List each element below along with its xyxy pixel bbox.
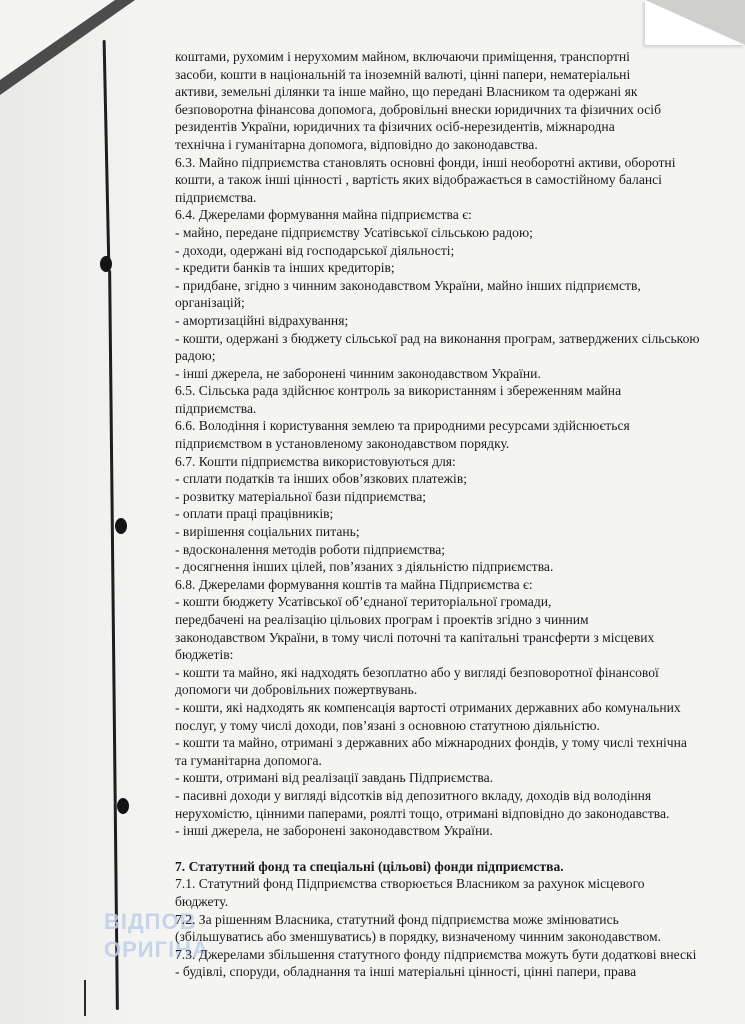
text-line: 6.6. Володіння і користування землею та природними ресурсами здійснюється bbox=[175, 418, 630, 434]
text-line: - кошти, отримані від реалізації завдань Підприємства. bbox=[175, 770, 493, 786]
text-line: - будівлі, споруди, обладнання та інші матеріальні цінності, цінні папери, права bbox=[175, 964, 637, 980]
stamp-line: ОРИГІНА bbox=[104, 937, 209, 962]
text-line: 6.3. Майно підприємства становлять основні фонди, інші необоротні активи, оборотні bbox=[175, 154, 676, 170]
text-line: послуг, у тому числі доходи, пов’язані з основною статутною діяльністю. bbox=[175, 717, 600, 733]
text-line: - інші джерела, не заборонені законодавством України. bbox=[175, 823, 493, 839]
binding-thread-end bbox=[84, 980, 86, 1016]
text-line: 7.2. За рішенням Власника, статутний фонд підприємства може змінюватись bbox=[175, 911, 619, 927]
text-line: підприємства. bbox=[175, 400, 257, 416]
text-line: 6.8. Джерелами формування коштів та майна Підприємства є: bbox=[175, 576, 533, 592]
text-line: - кредити банків та інших кредиторів; bbox=[175, 260, 395, 276]
document-body bbox=[175, 48, 735, 981]
section-7-heading: 7. Статутний фонд та спеціальні (цільові) фонди підприємства. bbox=[175, 858, 564, 874]
binding-hole bbox=[100, 256, 112, 272]
binding-hole bbox=[117, 798, 129, 814]
text-line: - сплати податків та інших обов’язкових платежів; bbox=[175, 471, 468, 487]
text-line: - придбане, згідно з чинним законодавством України, майно інших підприємств, bbox=[175, 277, 641, 293]
folded-corner-top-right-flap bbox=[645, 0, 745, 45]
text-line: засоби, кошти в національній та іноземній валюті, цінні папери, нематеріальні bbox=[175, 66, 631, 82]
text-line: - досягнення інших цілей, пов’язаних з діяльністю підприємства. bbox=[175, 559, 554, 575]
text-line: - оплати праці працівників; bbox=[175, 506, 334, 522]
text-line: - кошти та майно, які надходять безоплатно або у вигляді безповоротної фінансової bbox=[175, 664, 659, 680]
text-line: бюджету. bbox=[175, 893, 229, 909]
section-7-text bbox=[175, 875, 735, 981]
text-line: організацій; bbox=[175, 295, 245, 311]
text-line: активи, земельні ділянки та інше майно, що передані Власником та одержані як bbox=[175, 84, 638, 100]
text-line: нерухомістю, цінними паперами, роялті тощо, отримані відповідно до законодавства. bbox=[175, 805, 670, 821]
section-6-text bbox=[175, 48, 735, 840]
text-line: радою; bbox=[175, 348, 216, 364]
text-line: 6.7. Кошти підприємства використовуються для: bbox=[175, 453, 456, 469]
text-line: безповоротна фінансова допомога, добровільні внески юридичних та фізичних осіб bbox=[175, 101, 662, 117]
text-line: 7.3. Джерелами збільшення статутного фонду підприємства можуть бути додаткові внескі bbox=[175, 946, 697, 962]
text-line: (збільшуватись або зменшуватись) в порядку, визначеному чинним законодавством. bbox=[175, 929, 662, 945]
text-line: 6.4. Джерелами формування майна підприємства є: bbox=[175, 207, 472, 223]
text-line: - кошти, які надходять як компенсація вартості отриманих державних або комунальних bbox=[175, 699, 681, 715]
text-line: резидентів України, юридичних та фізичних осіб-нерезидентів, міжнародна bbox=[175, 119, 615, 135]
text-line: підприємства. bbox=[175, 189, 257, 205]
text-line: 6.5. Сільська рада здійснює контроль за використанням і збереженням майна bbox=[175, 383, 622, 399]
text-line: - кошти, одержані з бюджету сільської рад на виконання програм, затверджених сільською bbox=[175, 330, 700, 346]
text-line: технічна і гуманітарна допомога, відповідно до законодавства. bbox=[175, 136, 538, 152]
text-line: бюджетів: bbox=[175, 647, 234, 663]
text-line: законодавством України, в тому числі поточні та капітальні трансферти з місцевих bbox=[175, 629, 655, 645]
text-line: допомоги чи добровільних пожертвувань. bbox=[175, 682, 418, 698]
text-line: - майно, передане підприємству Усатівської сільською радою; bbox=[175, 224, 533, 240]
text-line: - вирішення соціальних питань; bbox=[175, 524, 360, 540]
page-margin-shadow bbox=[0, 0, 150, 1024]
binding-hole bbox=[115, 518, 127, 534]
text-line: коштами, рухомим і нерухомим майном, включаючи приміщення, транспортні bbox=[175, 49, 630, 64]
text-line: підприємством в установленому законодавством порядку. bbox=[175, 436, 510, 452]
text-line: 7.1. Статутний фонд Підприємства створюється Власником за рахунок місцевого bbox=[175, 876, 645, 892]
text-line: - кошти бюджету Усатівської об’єднаної територіальної громади, bbox=[175, 594, 552, 610]
text-line: та гуманітарна допомога. bbox=[175, 752, 322, 768]
text-line: - вдосконалення методів роботи підприємства; bbox=[175, 541, 446, 557]
text-line: - доходи, одержані від господарської діяльності; bbox=[175, 242, 455, 258]
text-line: - пасивні доходи у вигляді відсотків від депозитного вкладу, доходів від володіння bbox=[175, 787, 652, 803]
folded-corner-top-left-inner bbox=[0, 0, 115, 80]
text-line: передбачені на реалізацію цільових програм і проектів згідно з чинним bbox=[175, 612, 589, 627]
text-line: - амортизаційні відрахування; bbox=[175, 312, 349, 328]
text-line: кошти, а також інші цінності , вартість яких відображається в самостійному балансі bbox=[175, 172, 662, 188]
text-line: - інші джерела, не заборонені чинним законодавством України. bbox=[175, 365, 541, 381]
stamp-line: ВІДПОВ bbox=[104, 909, 197, 934]
section-gap bbox=[175, 840, 735, 858]
text-line: - розвитку матеріальної бази підприємства; bbox=[175, 488, 427, 504]
text-line: - кошти та майно, отримані з державних або міжнародних фондів, у тому числі технічна bbox=[175, 735, 687, 751]
